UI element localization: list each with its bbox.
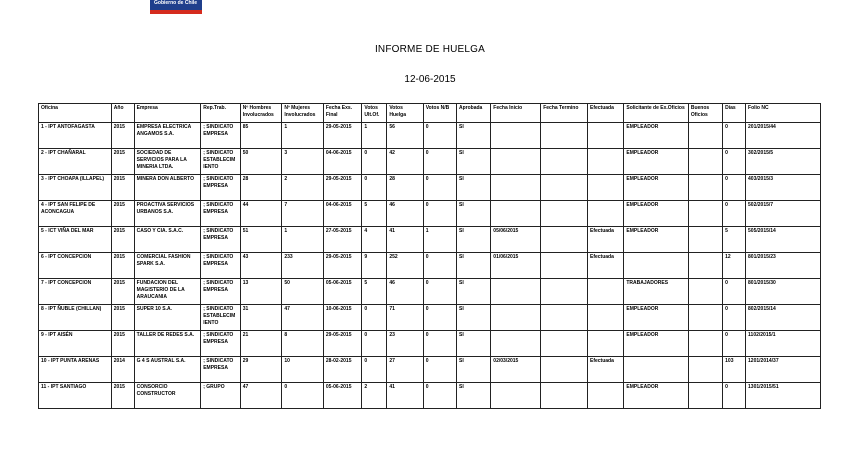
table-cell: 1 <box>423 227 456 253</box>
table-cell: 27 <box>387 357 423 383</box>
table-cell: 1 - IPT ANTOFAGASTA <box>39 123 112 149</box>
table-cell: G 4 S AUSTRAL S.A. <box>134 357 201 383</box>
table-cell: 43 <box>240 253 282 279</box>
table-cell: 10-06-2015 <box>323 305 361 331</box>
column-header: Buenos Oficios <box>688 104 722 123</box>
table-cell: 103 <box>723 357 746 383</box>
table-cell <box>587 279 623 305</box>
table-cell: 12 <box>723 253 746 279</box>
table-cell <box>491 175 541 201</box>
table-cell <box>688 253 722 279</box>
table-cell: SI <box>456 305 490 331</box>
table-cell: ; SINDICATO ESTABLECIM IENTO <box>201 305 241 331</box>
table-cell: SI <box>456 149 490 175</box>
table-cell <box>688 383 722 409</box>
table-cell: 2 - IPT CHAÑARAL <box>39 149 112 175</box>
table-cell: 0 <box>362 305 387 331</box>
table-cell <box>541 253 588 279</box>
table-cell: 0 <box>723 175 746 201</box>
table-row <box>39 227 821 253</box>
table-row <box>39 305 821 331</box>
table-cell: 802/2015/14 <box>746 305 821 331</box>
table-cell: 21 <box>240 331 282 357</box>
table-cell: SI <box>456 227 490 253</box>
table-cell: 05-06-2015 <box>323 383 361 409</box>
table-cell: 1 <box>282 227 324 253</box>
table-cell <box>688 123 722 149</box>
table-cell: 0 <box>723 123 746 149</box>
table-cell <box>587 383 623 409</box>
table-cell <box>587 175 623 201</box>
table-cell: 41 <box>387 383 423 409</box>
table-cell: 7 - IPT CONCEPCION <box>39 279 112 305</box>
table-cell <box>587 305 623 331</box>
column-header: Votos Huelga <box>387 104 423 123</box>
table-cell: 2015 <box>111 227 134 253</box>
table-cell: 1301/2015/51 <box>746 383 821 409</box>
report-date: 12-06-2015 <box>404 74 456 85</box>
column-header: Fecha Inicio <box>491 104 541 123</box>
table-cell: ; SINDICATO EMPRESA <box>201 123 241 149</box>
table-cell <box>688 305 722 331</box>
table-cell: 29-05-2015 <box>323 123 361 149</box>
table-cell: SI <box>456 383 490 409</box>
table-cell <box>688 149 722 175</box>
table-cell: 0 <box>423 253 456 279</box>
column-header: Oficina <box>39 104 112 123</box>
table-cell: EMPLEADOR <box>624 305 688 331</box>
table-cell <box>688 201 722 227</box>
table-cell: 0 <box>282 383 324 409</box>
table-cell: 29-05-2015 <box>323 331 361 357</box>
table-row <box>39 123 821 149</box>
table-cell: SI <box>456 253 490 279</box>
table-row <box>39 331 821 357</box>
table-cell: 302/2015/5 <box>746 149 821 175</box>
table-cell: 28 <box>240 175 282 201</box>
column-header: Empresa <box>134 104 201 123</box>
table-row <box>39 279 821 305</box>
column-header: Nº Hombres Involucrados <box>240 104 282 123</box>
table-cell: 85 <box>240 123 282 149</box>
table-cell: 04-06-2015 <box>323 201 361 227</box>
table-cell <box>491 383 541 409</box>
table-cell: 8 <box>282 331 324 357</box>
column-header: Días <box>723 104 746 123</box>
table-cell <box>491 279 541 305</box>
column-header: Folio NC <box>746 104 821 123</box>
table-cell: 13 <box>240 279 282 305</box>
table-cell: 0 <box>723 201 746 227</box>
column-header: Año <box>111 104 134 123</box>
table-cell: SI <box>456 175 490 201</box>
table-row <box>39 383 821 409</box>
header-row <box>39 104 821 123</box>
table-cell: COMERCIAL FASHION SPARK S.A. <box>134 253 201 279</box>
table-cell <box>491 149 541 175</box>
table-cell: 1 <box>282 123 324 149</box>
table-cell: 0 <box>423 357 456 383</box>
table-cell: EMPLEADOR <box>624 201 688 227</box>
table-cell: 0 <box>423 331 456 357</box>
table-cell <box>688 175 722 201</box>
table-cell: 0 <box>362 175 387 201</box>
table-cell: 0 <box>423 123 456 149</box>
table-cell <box>587 201 623 227</box>
table-cell: 5 <box>362 279 387 305</box>
table-cell: 0 <box>423 305 456 331</box>
table-cell: 1 <box>362 123 387 149</box>
table-cell: 50 <box>282 279 324 305</box>
table-cell <box>541 175 588 201</box>
table-cell: ; SINDICATO EMPRESA <box>201 331 241 357</box>
table-cell: 41 <box>387 227 423 253</box>
table-cell <box>624 253 688 279</box>
table-cell: EMPLEADOR <box>624 123 688 149</box>
table-cell: TALLER DE REDES S.A. <box>134 331 201 357</box>
table-cell: SI <box>456 123 490 149</box>
table-cell <box>541 357 588 383</box>
table-cell: 5 <box>362 201 387 227</box>
table-cell <box>688 331 722 357</box>
table-cell: EMPLEADOR <box>624 383 688 409</box>
table-cell <box>541 305 588 331</box>
table-cell: 28 <box>387 175 423 201</box>
table-cell: ; SINDICATO ESTABLECIM IENTO <box>201 149 241 175</box>
table-cell: 0 <box>362 357 387 383</box>
table-cell: 2015 <box>111 123 134 149</box>
table-cell: 50 <box>240 149 282 175</box>
table-cell: 1102/2015/1 <box>746 331 821 357</box>
table-cell: 8 - IPT ÑUBLE (CHILLAN) <box>39 305 112 331</box>
table-cell: 05/06/2015 <box>491 227 541 253</box>
table-cell: Efectuada <box>587 357 623 383</box>
table-cell: 2015 <box>111 331 134 357</box>
table-cell: 2014 <box>111 357 134 383</box>
table-cell: ; SINDICATO EMPRESA <box>201 227 241 253</box>
table-cell: 10 <box>282 357 324 383</box>
column-header: Nº Mujeres Involucrados <box>282 104 324 123</box>
table-cell: FUNDACION DEL MAGISTERIO DE LA ARAUCANIA <box>134 279 201 305</box>
table-cell: 42 <box>387 149 423 175</box>
column-header: Aprobada <box>456 104 490 123</box>
table-row <box>39 175 821 201</box>
table-cell: CONSORCIO CONSTRUCTOR <box>134 383 201 409</box>
table-cell: EMPLEADOR <box>624 149 688 175</box>
table-cell: 2015 <box>111 201 134 227</box>
table-cell: 801/2015/23 <box>746 253 821 279</box>
table-cell: 0 <box>423 279 456 305</box>
table-cell <box>541 201 588 227</box>
table-cell: 0 <box>362 149 387 175</box>
table-cell: 0 <box>423 383 456 409</box>
table-cell: SOCIEDAD DE SERVICIOS PARA LA MINERIA LTDA. <box>134 149 201 175</box>
table-cell: 0 <box>723 149 746 175</box>
table-cell: 5 - ICT VIÑA DEL MAR <box>39 227 112 253</box>
table-cell <box>541 279 588 305</box>
table-cell: ; SINDICATO EMPRESA <box>201 279 241 305</box>
table-cell: 1201/2014/37 <box>746 357 821 383</box>
table-cell: 71 <box>387 305 423 331</box>
table-cell: 505/2015/14 <box>746 227 821 253</box>
table-cell: 28-02-2015 <box>323 357 361 383</box>
table-cell: 2015 <box>111 305 134 331</box>
table-cell <box>541 227 588 253</box>
table-cell: 0 <box>723 305 746 331</box>
table-cell: 0 <box>423 201 456 227</box>
table-cell: 29-05-2015 <box>323 253 361 279</box>
table-cell <box>541 149 588 175</box>
table-cell: 31 <box>240 305 282 331</box>
table-cell: 46 <box>387 201 423 227</box>
table-cell: 0 <box>723 331 746 357</box>
table-cell: 11 - IPT SANTIAGO <box>39 383 112 409</box>
table-cell: 2015 <box>111 175 134 201</box>
table-cell: 04-06-2015 <box>323 149 361 175</box>
table-cell: 2 <box>362 383 387 409</box>
table-cell: 27-05-2015 <box>323 227 361 253</box>
table-cell <box>688 227 722 253</box>
column-header: Fecha Termino <box>541 104 588 123</box>
table-cell: 7 <box>282 201 324 227</box>
table-cell: PROACTIVA SERVICIOS URBANOS S.A. <box>134 201 201 227</box>
table-cell: 10 - IPT PUNTA ARENAS <box>39 357 112 383</box>
table-cell <box>491 201 541 227</box>
table-cell <box>491 305 541 331</box>
table-cell <box>541 383 588 409</box>
report-title: INFORME DE HUELGA <box>374 44 486 55</box>
table-cell: EMPLEADOR <box>624 331 688 357</box>
table-cell: 6 - IPT CONCEPCION <box>39 253 112 279</box>
table-cell: SI <box>456 331 490 357</box>
table-cell: 4 <box>362 227 387 253</box>
table-cell: 252 <box>387 253 423 279</box>
table-cell: 201/2015/44 <box>746 123 821 149</box>
table-cell: 0 <box>723 383 746 409</box>
table-cell: 47 <box>282 305 324 331</box>
table-cell: ; SINDICATO EMPRESA <box>201 357 241 383</box>
column-header: Solicitante de Ex.Oficios <box>624 104 688 123</box>
table-row <box>39 357 821 383</box>
table-cell: ; SINDICATO EMPRESA <box>201 175 241 201</box>
table-cell: SUPER 10 S.A. <box>134 305 201 331</box>
table-cell: EMPLEADOR <box>624 227 688 253</box>
table-cell <box>587 123 623 149</box>
table-cell: 05-06-2015 <box>323 279 361 305</box>
table-cell: 2 <box>282 175 324 201</box>
table-cell: 47 <box>240 383 282 409</box>
table-cell: 29-05-2015 <box>323 175 361 201</box>
table-cell <box>624 357 688 383</box>
table-cell <box>587 331 623 357</box>
table-cell: ; SINDICATO EMPRESA <box>201 201 241 227</box>
gobierno-logo <box>150 0 202 14</box>
table-cell: 0 <box>423 149 456 175</box>
table-cell: 801/2015/30 <box>746 279 821 305</box>
table-cell: 233 <box>282 253 324 279</box>
table-cell <box>491 123 541 149</box>
column-header: Rep.Trab. <box>201 104 241 123</box>
table-cell: SI <box>456 279 490 305</box>
table-cell: 56 <box>387 123 423 149</box>
table-cell: 0 <box>362 331 387 357</box>
table-row <box>39 253 821 279</box>
column-header: Votos Ult.Of. <box>362 104 387 123</box>
table-cell: 23 <box>387 331 423 357</box>
table-cell: MINERA DON ALBERTO <box>134 175 201 201</box>
strike-report-table <box>38 103 821 409</box>
table-cell: 9 - IPT AISÉN <box>39 331 112 357</box>
table-cell: Efectuada <box>587 253 623 279</box>
column-header: Fecha Exs. Final <box>323 104 361 123</box>
table-cell: 51 <box>240 227 282 253</box>
table-cell <box>688 357 722 383</box>
table-cell: 0 <box>723 279 746 305</box>
table-cell: 4 - IPT SAN FELIPE DE ACONCAGUA <box>39 201 112 227</box>
table-cell: ; GRUPO <box>201 383 241 409</box>
table-cell: Efectuada <box>587 227 623 253</box>
table-cell <box>541 331 588 357</box>
table-cell: SI <box>456 357 490 383</box>
table-cell: 2015 <box>111 149 134 175</box>
table-cell: 3 <box>282 149 324 175</box>
table-cell: 02/03/2015 <box>491 357 541 383</box>
column-header: Votos N/B <box>423 104 456 123</box>
table-cell <box>541 123 588 149</box>
table-cell: TRABAJADORES <box>624 279 688 305</box>
table-cell <box>587 149 623 175</box>
table-cell: 29 <box>240 357 282 383</box>
table-cell: SI <box>456 201 490 227</box>
table-cell: 5 <box>723 227 746 253</box>
table-cell <box>491 331 541 357</box>
table-cell: ; SINDICATO EMPRESA <box>201 253 241 279</box>
table-cell: 2015 <box>111 279 134 305</box>
table-cell: 46 <box>387 279 423 305</box>
table-cell: CASO Y CIA. S.A.C. <box>134 227 201 253</box>
table-cell <box>688 279 722 305</box>
table-cell: 2015 <box>111 383 134 409</box>
table-cell: 3 - IPT CHOAPA (ILLAPEL) <box>39 175 112 201</box>
table-row <box>39 149 821 175</box>
column-header: Efectuada <box>587 104 623 123</box>
table-cell: 2015 <box>111 253 134 279</box>
table-cell: 01/06/2015 <box>491 253 541 279</box>
table-row <box>39 201 821 227</box>
table-cell: 403/2015/3 <box>746 175 821 201</box>
logo-text: Gobierno de Chile <box>154 0 198 6</box>
table-cell: 9 <box>362 253 387 279</box>
table-cell: 502/2015/7 <box>746 201 821 227</box>
table-cell: 0 <box>423 175 456 201</box>
table-cell: EMPLEADOR <box>624 175 688 201</box>
table-cell: 44 <box>240 201 282 227</box>
table-cell: EMPRESA ELECTRICA ANGAMOS S.A. <box>134 123 201 149</box>
